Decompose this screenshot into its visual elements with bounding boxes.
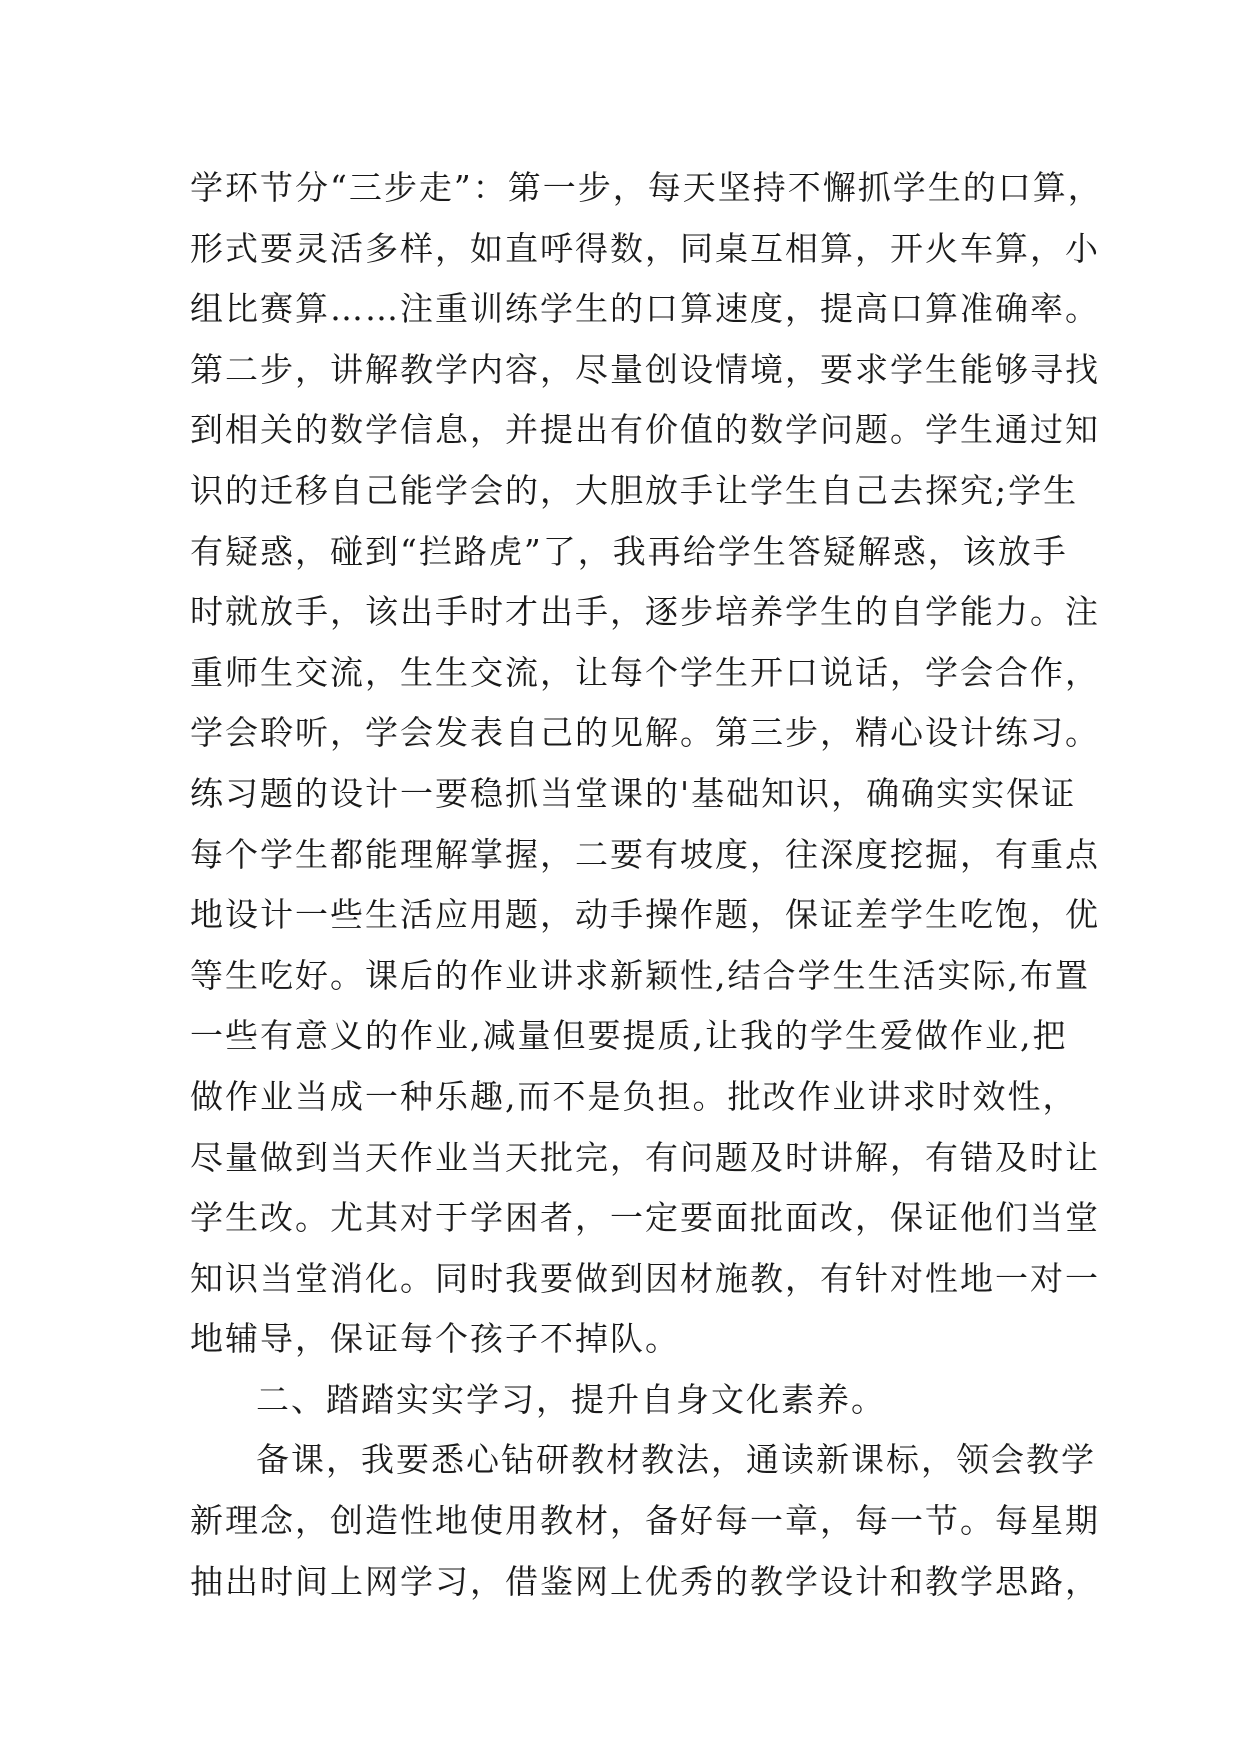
text-line: 新理念，创造性地使用教材，备好每一章，每一节。每星期	[190, 1501, 1100, 1541]
text-line: 做作业当成一种乐趣,而不是负担。批改作业讲求时效性，	[190, 1076, 1078, 1116]
text-line: 第二步，讲解教学内容，尽量创设情境，要求学生能够寻找	[190, 349, 1100, 389]
text-line: 一些有意义的作业,减量但要提质,让我的学生爱做作业,把	[190, 1016, 1068, 1056]
text-line: 等生吃好。课后的作业讲求新颖性,结合学生生活实际,布置	[190, 955, 1090, 995]
text-line: 重师生交流，生生交流，让每个学生开口说话，学会合作，	[190, 652, 1100, 692]
text-line: 备课，我要悉心钻研教材教法，通读新课标，领会教学	[256, 1440, 1096, 1480]
text-line: 到相关的数学信息，并提出有价值的数学问题。学生通过知	[190, 410, 1100, 450]
text-line: 地设计一些生活应用题，动手操作题，保证差学生吃饱，优	[190, 895, 1100, 935]
text-line: 地辅导，保证每个孩子不掉队。	[190, 1319, 680, 1359]
text-line: 学环节分“三步走”：第一步，每天坚持不懈抓学生的口算，	[190, 168, 1103, 207]
text-line: 有疑惑，碰到“拦路虎”了，我再给学生答疑解惑，该放手	[190, 531, 1068, 571]
text-line: 尽量做到当天作业当天批完，有问题及时讲解，有错及时让	[190, 1137, 1100, 1177]
text-line: 学生改。尤其对于学困者，一定要面批面改，保证他们当堂	[190, 1198, 1100, 1238]
text-line: 知识当堂消化。同时我要做到因材施教，有针对性地一对一	[190, 1258, 1100, 1298]
text-line: 组比赛算……注重训练学生的口算速度，提高口算准确率。	[190, 289, 1100, 329]
text-line: 时就放手，该出手时才出手，逐步培养学生的自学能力。注	[190, 592, 1100, 632]
text-line: 形式要灵活多样，如直呼得数，同桌互相算，开火车算，小	[190, 228, 1100, 268]
text-line: 抽出时间上网学习，借鉴网上优秀的教学设计和教学思路，	[190, 1561, 1100, 1601]
section-heading: 二、踏踏实实学习，提升自身文化素养。	[256, 1379, 886, 1419]
text-line: 识的迁移自己能学会的，大胆放手让学生自己去探究;学生	[190, 470, 1079, 510]
text-line: 练习题的设计一要稳抓当堂课的'基础知识，确确实实保证	[190, 773, 1077, 813]
text-line: 每个学生都能理解掌握，二要有坡度，往深度挖掘，有重点	[190, 834, 1100, 874]
body-text	[190, 158, 1103, 1612]
text-line: 学会聆听，学会发表自己的见解。第三步，精心设计练习。	[190, 713, 1100, 753]
